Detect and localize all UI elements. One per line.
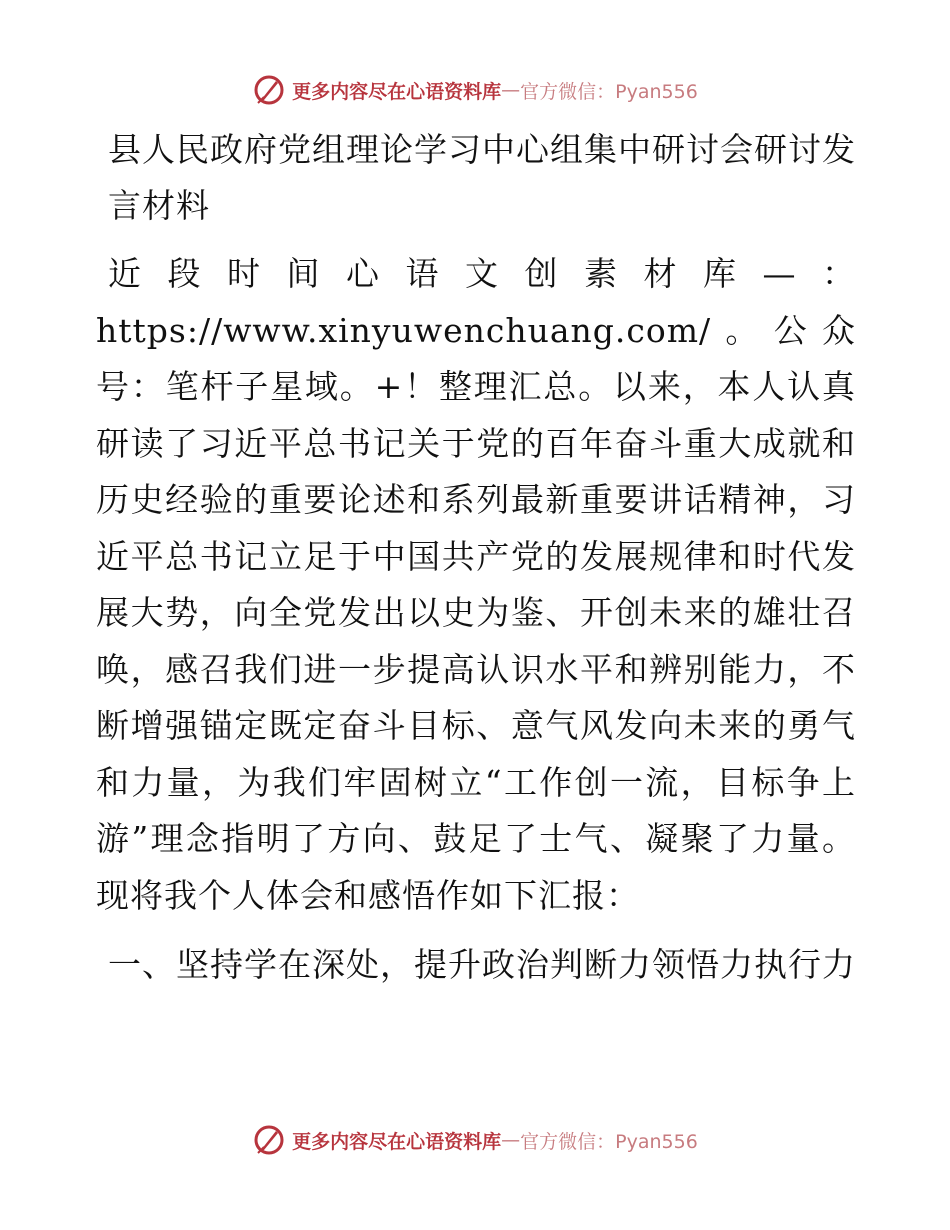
section-heading: 一、坚持学在深处，提升政治判断力领悟力执行力	[108, 945, 856, 984]
document-title: 县人民政府党组理论学习中心组集中研讨会研讨发言材料	[108, 130, 856, 225]
intro-paragraph: 近段时间心语文创素材库—：https://www.xinyuwenchuang.com/。公众号：笔杆子星域。+！整理汇总。以来，本人认真研读了习近平总书记关于党的百年奋斗重大成就和历史经验的重要论述和系列最新重要讲话精神，习近平总书记立足于中国共产党的发展规律和时代发展大势，向全党发出以史为鉴、开创未来的雄壮召唤，感召我们进一步提高认识水平和辨别能力，不断增强锚定既定奋斗目标、意气风发向未来的勇气和力量，为我们牢固树立“工作创一流，目标争上游”理念指明了方向、鼓足了士气、凝聚了力量。现将我个人体会和感悟作如下汇报：	[96, 254, 856, 915]
footer-watermark-banner	[0, 1120, 950, 1160]
banner-contact-text: 官方微信：Pyan556	[520, 1130, 698, 1153]
banner-brand-text: 更多内容尽在心语资料库	[292, 80, 502, 103]
banner-separator: —	[501, 79, 521, 101]
document-body	[96, 122, 856, 994]
banner-brand-text: 更多内容尽在心语资料库	[292, 1130, 502, 1153]
feather-logo-icon	[252, 1123, 286, 1157]
banner-contact-text: 官方微信：Pyan556	[520, 80, 698, 103]
banner-separator: —	[501, 1129, 521, 1151]
header-watermark-banner	[0, 70, 950, 110]
feather-logo-icon	[252, 73, 286, 107]
